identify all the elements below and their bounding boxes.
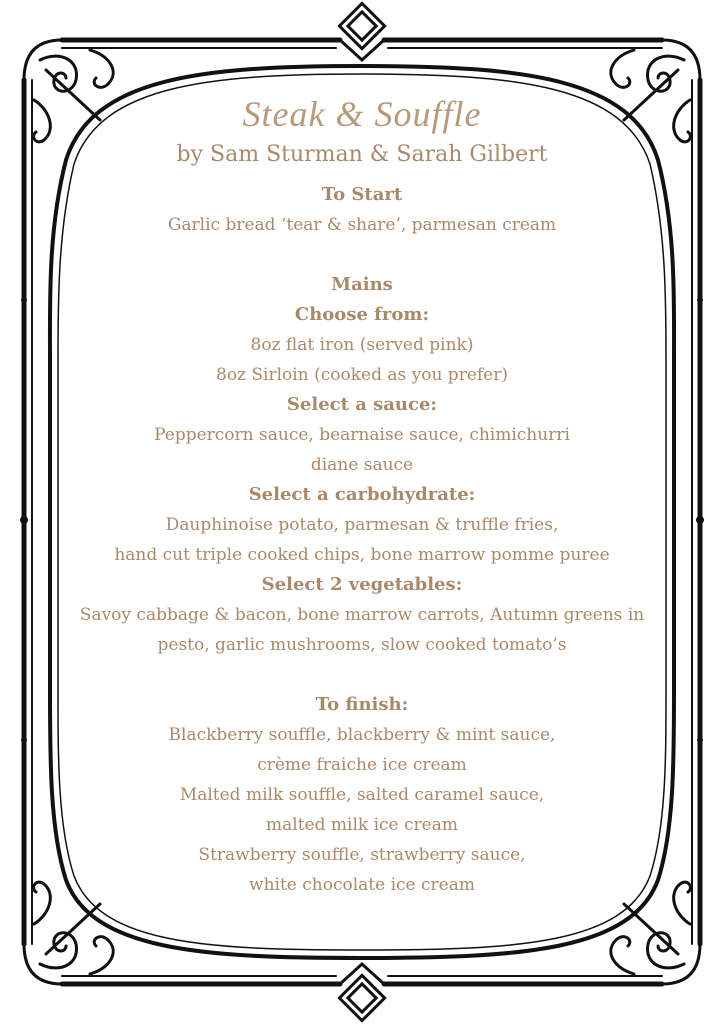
subheading-choose: Choose from: — [294, 304, 430, 325]
menu-byline: by Sam Sturman & Sarah Gilbert — [176, 142, 548, 167]
menu-line: Peppercorn sauce, bearnaise sauce, chimichurri — [154, 425, 570, 445]
menu-line: Malted milk souffle, salted caramel sauce, — [179, 785, 545, 805]
menu-title: Steak & Souffle — [242, 94, 482, 134]
menu-line: Garlic bread ‘tear & share’, parmesan cream — [167, 215, 557, 235]
section-heading-finish: To finish: — [315, 694, 409, 715]
section-heading-mains: Mains — [331, 274, 393, 295]
menu-line: Savoy cabbage & bacon, bone marrow carrots, Autumn greens in — [79, 605, 645, 625]
subheading-carb: Select a carbohydrate: — [248, 484, 476, 505]
subheading-sauce: Select a sauce: — [286, 394, 438, 415]
menu-content — [40, 92, 684, 900]
menu-line: Strawberry souffle, strawberry sauce, — [198, 845, 526, 865]
menu-line: malted milk ice cream — [266, 815, 458, 835]
menu-line: Dauphinoise potato, parmesan & truffle fries, — [165, 515, 559, 535]
menu-line: Blackberry souffle, blackberry & mint sauce, — [168, 725, 556, 745]
subheading-veg: Select 2 vegetables: — [261, 574, 463, 595]
menu-line: pesto, garlic mushrooms, slow cooked tomato’s — [157, 635, 567, 655]
section-heading-start: To Start — [321, 184, 403, 205]
menu-line: white chocolate ice cream — [249, 875, 475, 895]
menu-line: 8oz Sirloin (cooked as you prefer) — [216, 365, 508, 385]
menu-line: 8oz flat iron (served pink) — [250, 335, 474, 355]
menu-line: diane sauce — [310, 455, 414, 475]
menu-line: crème fraiche ice cream — [257, 755, 467, 775]
menu-line: hand cut triple cooked chips, bone marrow pomme puree — [114, 545, 610, 565]
